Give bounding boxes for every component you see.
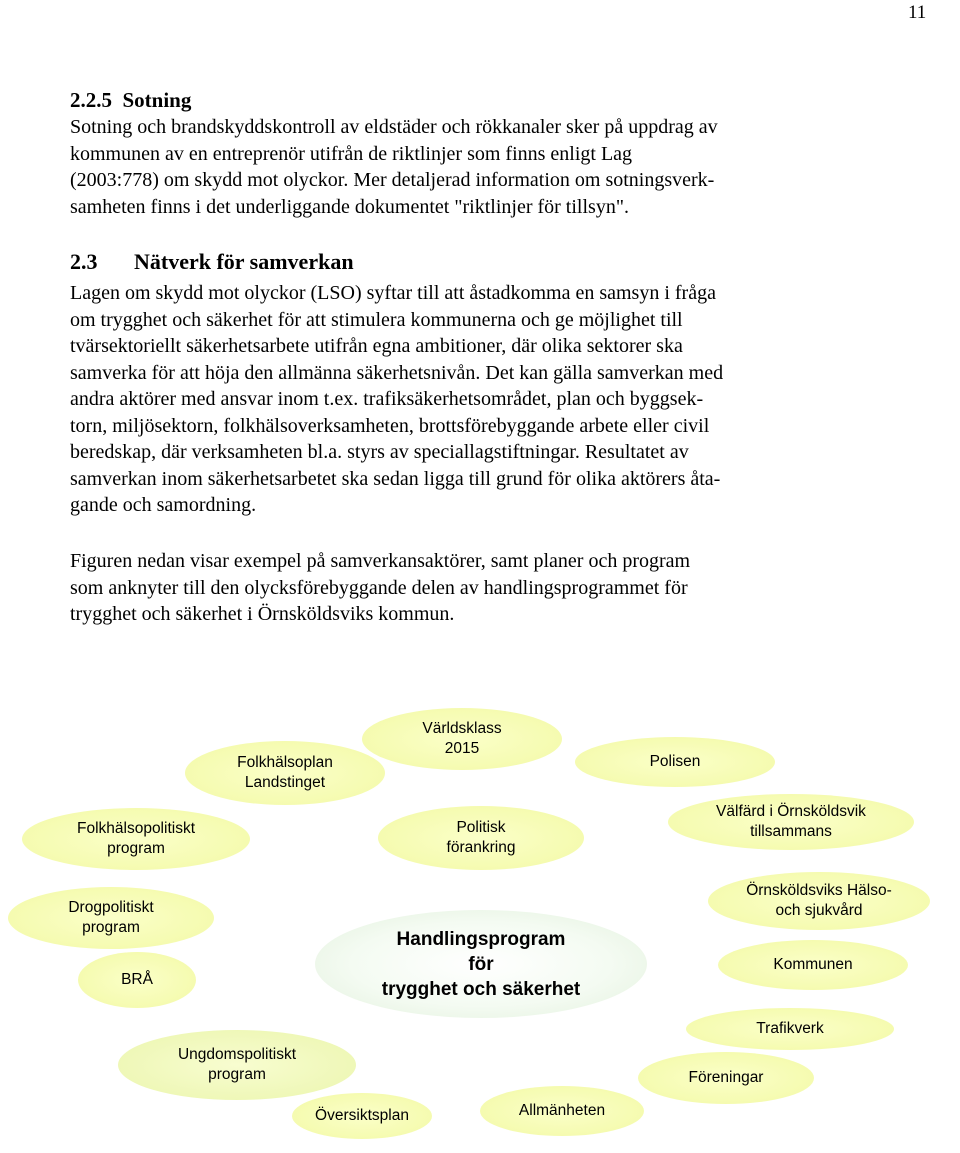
page-number: 11	[908, 2, 927, 23]
oval-ungdomspolitiskt	[118, 1030, 356, 1100]
text-line: andra aktörer med ansvar inom t.ex. trafiksäkerhetsområdet, plan och byggsek-	[70, 388, 704, 410]
center-label: Handlingsprogram	[396, 928, 566, 950]
section-number: 2.3	[70, 249, 98, 274]
oval-label: Örnsköldsviks Hälso-	[746, 882, 892, 899]
text-line: tvärsektoriellt säkerhetsarbete utifrån egna ambitioner, där olika sektorer ska	[70, 335, 683, 357]
oval-varldsklass	[362, 708, 562, 770]
oval-trafikverk	[686, 1008, 894, 1050]
oval-folkhalsopolitiskt	[22, 808, 250, 870]
oval-label: Drogpolitiskt	[68, 899, 154, 916]
oval-drogpolitiskt	[8, 887, 214, 949]
text-line: (2003:778) om skydd mot olyckor. Mer detaljerad information om sotningsverk-	[70, 169, 715, 191]
oval-label: Politisk	[456, 819, 506, 836]
oval-foreningar	[638, 1052, 814, 1104]
oval-label: och sjukvård	[775, 902, 863, 919]
oval-label: Folkhälsopolitiskt	[76, 820, 196, 837]
oval-label: Polisen	[649, 753, 701, 770]
text-line: beredskap, där verksamheten bl.a. styrs av speciallagstiftningar. Resultatet av	[70, 441, 689, 463]
paragraph-figure-intro	[70, 548, 860, 628]
section-number: 2.2.5	[70, 88, 112, 112]
oval-label: Ungdomspolitiskt	[177, 1046, 297, 1063]
section-heading-sotning	[70, 88, 191, 113]
oval-label: Allmänheten	[518, 1102, 606, 1119]
text-line: kommunen av en entreprenör utifrån de riktlinjer som finns enligt Lag	[70, 142, 633, 165]
oval-label: 2015	[444, 740, 480, 757]
oval-label: Välfärd i Örnsköldsvik	[716, 803, 866, 820]
oval-valfard	[668, 794, 914, 850]
text-line: torn, miljösektorn, folkhälsoverksamheten, brottsförebyggande arbete eller civil	[70, 414, 710, 437]
oval-bra	[78, 952, 196, 1008]
text-line: trygghet och säkerhet i Örnsköldsviks kommun.	[70, 603, 455, 625]
oval-label: förankring	[446, 839, 516, 856]
oval-politisk-forankring	[378, 806, 584, 870]
text-line: Lagen om skydd mot olyckor (LSO) syftar till att åstadkomma en samsyn i fråga	[70, 282, 716, 304]
section-heading-natverk	[70, 249, 354, 275]
center-label: för	[468, 953, 494, 975]
oval-handlingsprogram	[315, 910, 647, 1018]
oval-label: tillsammans	[750, 823, 832, 840]
oval-kommunen	[718, 940, 908, 990]
oval-label: BRÅ	[121, 971, 153, 988]
oval-label: program	[82, 919, 140, 936]
oval-halso-sjukvard	[708, 872, 930, 930]
oval-label: program	[107, 840, 165, 857]
paragraph-natverk	[70, 280, 860, 519]
section-title: Sotning	[122, 88, 192, 112]
text-line: samverkan inom säkerhetsarbetet ska sedan ligga till grund för olika aktörers åta-	[70, 467, 721, 490]
text-line: Figuren nedan visar exempel på samverkansaktörer, samt planer och program	[70, 550, 691, 572]
oval-label: program	[208, 1066, 266, 1083]
text-line: samheten finns i det underliggande dokumentet "riktlinjer för tillsyn".	[70, 195, 629, 218]
oval-label: Folkhälsoplan	[237, 754, 333, 771]
text-line: samverka för att höja den allmänna säkerhetsnivån. Det kan gälla samverkan med	[70, 361, 724, 384]
oval-allmanheten	[480, 1086, 644, 1136]
text-line: Sotning och brandskyddskontroll av eldstäder och rökkanaler sker på uppdrag av	[70, 116, 718, 138]
text-line: om trygghet och säkerhet för att stimulera kommunerna och ge möjlighet till	[70, 308, 683, 331]
paragraph-sotning	[70, 114, 860, 220]
text-line: som anknyter till den olycksförebyggande delen av handlingsprogrammet för	[70, 576, 688, 599]
section-title: Nätverk för samverkan	[134, 249, 354, 274]
oval-label: Trafikverk	[756, 1020, 824, 1037]
text-line: gande och samordning.	[70, 494, 257, 516]
oval-oversiktsplan	[292, 1093, 432, 1139]
oval-folkhalsoplan	[185, 741, 385, 805]
oval-label: Föreningar	[688, 1069, 764, 1086]
oval-label: Översiktsplan	[315, 1107, 409, 1124]
center-label: trygghet och säkerhet	[381, 978, 581, 1000]
oval-label: Världsklass	[422, 720, 502, 737]
oval-label: Landstinget	[244, 774, 326, 791]
oval-polisen	[575, 737, 775, 787]
oval-label: Kommunen	[773, 956, 853, 973]
